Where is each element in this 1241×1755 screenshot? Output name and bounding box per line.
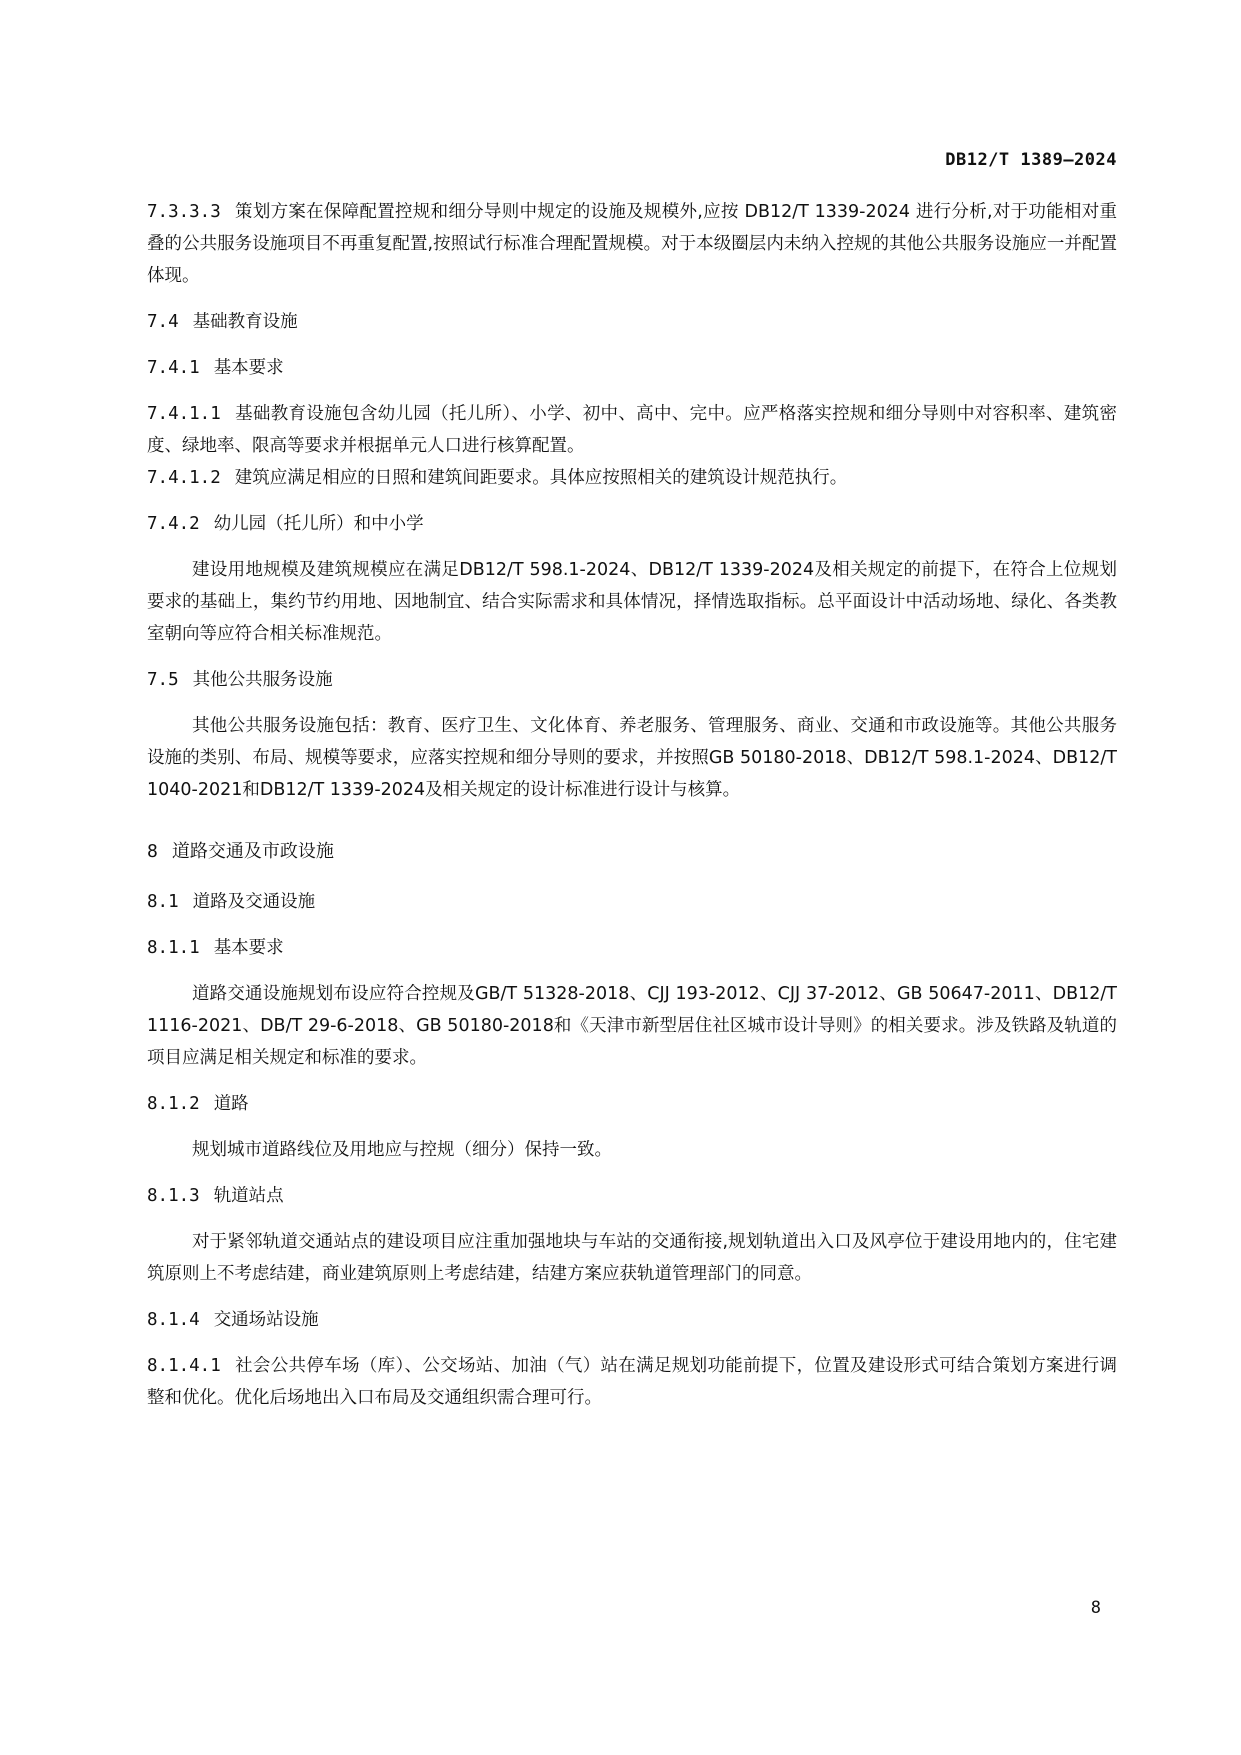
clause-7-4-1-2 — [147, 462, 1117, 494]
document-code: DB12/T 1389—2024 — [945, 150, 1117, 170]
clause-7-4-1-1 — [147, 398, 1117, 462]
clause-number: 7.3.3.3 — [147, 202, 221, 222]
heading-7-4-2 — [147, 508, 1117, 540]
heading-text: 其他公共服务设施 — [192, 670, 333, 690]
heading-8-1-4 — [147, 1304, 1117, 1336]
paragraph-8-1-3: 对于紧邻轨道交通站点的建设项目应注重加强地块与车站的交通衔接,规划轨道出入口及风亭位于建设用地内的，住宅建筑原则上不考虑结建，商业建筑原则上考虑结建，结建方案应获轨道管理部门的同意。 — [147, 1232, 1117, 1284]
heading-text: 交通场站设施 — [213, 1310, 319, 1330]
paragraph-7-5: 其他公共服务设施包括：教育、医疗卫生、文化体育、养老服务、管理服务、商业、交通和市政设施等。其他公共服务设施的类别、布局、规模等要求，应落实控规和细分导则的要求，并按照GB 50180-2018、DB12/T 598.1-2024、DB12/T 1040-2021和DB12/T 1339-2024及相关规定的设计标准进行设计与核算。 — [147, 716, 1117, 800]
heading-text: 道路及交通设施 — [192, 892, 316, 912]
heading-8-1 — [147, 886, 1117, 918]
heading-number: 7.4.2 — [147, 514, 200, 534]
clause-number: 7.4.1.2 — [147, 468, 221, 488]
heading-number: 7.5 — [147, 670, 179, 690]
paragraph-8-1-1: 道路交通设施规划布设应符合控规及GB/T 51328-2018、CJJ 193-2012、CJJ 37-2012、GB 50647-2011、DB12/T 1116-2021、DB/T 29-6-2018、GB 50180-2018和《天津市新型居住社区城市设计导则》的相关要求。涉及铁路及轨道的项目应满足相关规定和标准的要求。 — [147, 984, 1117, 1068]
heading-text: 道路 — [213, 1094, 249, 1114]
heading-text: 基本要求 — [213, 358, 284, 378]
clause-text: 基础教育设施包含幼儿园（托儿所）、小学、初中、高中、完中。应严格落实控规和细分导则中对容积率、建筑密度、绿地率、限高等要求并根据单元人口进行核算配置。 — [147, 404, 1117, 456]
clause-text: 社会公共停车场（库）、公交场站、加油（气）站在满足规划功能前提下，位置及建设形式可结合策划方案进行调整和优化。优化后场地出入口布局及交通组织需合理可行。 — [147, 1356, 1117, 1408]
heading-7-4-1 — [147, 352, 1117, 384]
chapter-heading-8 — [147, 836, 1117, 868]
paragraph-8-1-2: 规划城市道路线位及用地应与控规（细分）保持一致。 — [192, 1140, 612, 1160]
page-number: 8 — [1090, 1598, 1101, 1618]
paragraph-7-4-2: 建设用地规模及建筑规模应在满足DB12/T 598.1-2024、DB12/T 1339-2024及相关规定的前提下，在符合上位规划要求的基础上，集约节约用地、因地制宜、结合实际需求和具体情况，择情选取指标。总平面设计中活动场地、绿化、各类教室朝向等应符合相关标准规范。 — [147, 560, 1117, 644]
heading-number: 8 — [147, 841, 158, 862]
heading-number: 8.1.1 — [147, 938, 200, 958]
clause-text: 建筑应满足相应的日照和建筑间距要求。具体应按照相关的建筑设计规范执行。 — [234, 468, 848, 488]
heading-8-1-1 — [147, 932, 1117, 964]
heading-text: 基础教育设施 — [192, 312, 298, 332]
heading-7-4 — [147, 306, 1117, 338]
clause-text: 策划方案在保障配置控规和细分导则中规定的设施及规模外,应按 DB12/T 1339-2024 进行分析,对于功能相对重叠的公共服务设施项目不再重复配置,按照试行标准合理配置规模。对于本级圈层内未纳入控规的其他公共服务设施应一并配置体现。 — [147, 202, 1117, 286]
document-body — [147, 196, 1117, 1414]
heading-number: 7.4 — [147, 312, 179, 332]
heading-text: 幼儿园（托儿所）和中小学 — [213, 514, 424, 534]
heading-text: 基本要求 — [213, 938, 284, 958]
clause-8-1-4-1 — [147, 1350, 1117, 1414]
heading-number: 8.1.4 — [147, 1310, 200, 1330]
heading-number: 7.4.1 — [147, 358, 200, 378]
heading-8-1-2 — [147, 1088, 1117, 1120]
heading-number: 8.1.3 — [147, 1186, 200, 1206]
clause-number: 8.1.4.1 — [147, 1356, 221, 1376]
heading-number: 8.1 — [147, 892, 179, 912]
heading-text: 道路交通及市政设施 — [171, 841, 334, 862]
heading-text: 轨道站点 — [213, 1186, 284, 1206]
clause-7-3-3-3 — [147, 196, 1117, 292]
heading-7-5 — [147, 664, 1117, 696]
heading-number: 8.1.2 — [147, 1094, 200, 1114]
heading-8-1-3 — [147, 1180, 1117, 1212]
clause-number: 7.4.1.1 — [147, 404, 221, 424]
